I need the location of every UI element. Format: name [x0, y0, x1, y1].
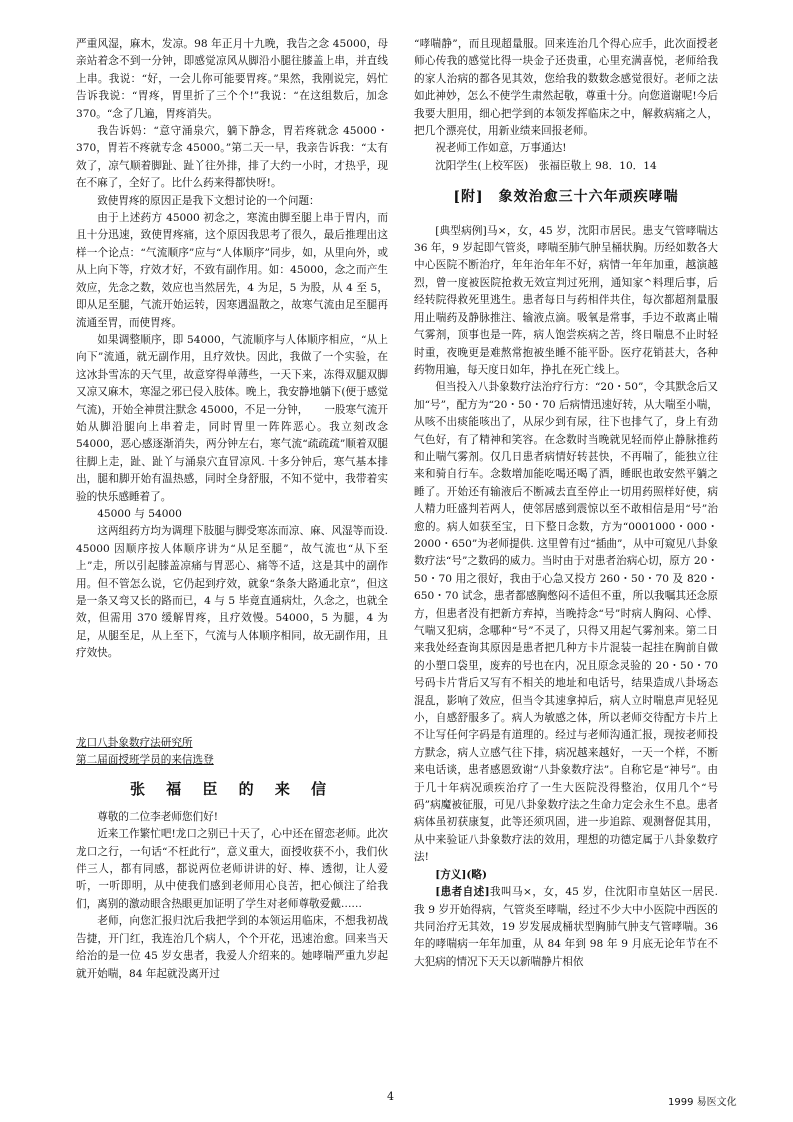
paragraph: 但当投入八卦象数疗法治疗行方：“20・50”，令其默念后又加“号”，配方为“20・50・70 后病情迅速好转，从大喘至小喘，从咳不出痰能咳出了，从尿少到有尿，往下也排气了，身上有劲气色好，有了精神和笑容。在念数时当晚就见轻而停止静脉推药和止喘气雾剂。仅几日患者病情好转甚快，不再喘了，能独立往来和骑自行车。念数增加能吃喝还喝了酒，睡眠也敢安然平躺之睡了。开始还有输液后不断减去直至停止一切用药照样好使，病人精力旺盛判若两人，使邻居感到震惊以至不敢相信是用“号”治愈的。病人如获至宝，日下整日念数，方为“0001000・000・2000・650”为老师提供. 这里曾有过“插曲”，从中可窥见八卦象数疗法“号”之数码的威力。当时由于对患者治病心切，原方 20・50・70 用之很好，我由于心急又投方 260・50・70 及 820・650・70 试念，患者都感胸憋闷不适但不重，所以我嘱其还念原方，但患者没有把新方弃掉，当晚持念“号”时病人胸闷、心悸、气喘又犯病，念哪种“号”不灵了，只得又用起气雾剂来。第二日来我处经查询其原因是患者把几种方卡片混装一起挂在胸前自做的小塑口袋里，废弃的号也在内，况且原念灵验的 20・50・70 号码卡片背后又写有不相关的地址和电话号，结果造成八卦场态混乱，影响了效应，但当令其速拿掉后，病人立时喘息声见轻见小，自感舒服多了。病人为敏感之体，所以老师交待配方卡片上不让写任何字码是有道理的。经过与老师沟通汇报，现按老师投方默念，病人立感气往下排，病况越来越好，一天一个样，不断来电话谈，患者感恩致谢“八卦象数疗法”。自称它是“神号”。由于几十年病况顽疾治疗了一生大医院没得整治，仅用几个“号码”病魔被征服，可见八卦象数疗法之生命力定会永生不息。患者病体虽初获康复，此等还须巩固，进一步追踪、观测督促其用，从中来验证八卦象数疗法的效用，理想的功德定属于八卦象数疗法! [414, 381, 718, 864]
patient-statement-text: 我叫马×，女，45 岁，住沈阳市皇姑区一居民. 我 9 岁开始得病，气管炎至哮喘，经过不少大中小医院中西医的共同治疗无其效，19 岁发展成桶状型胸肺气肿支气管哮喘。36 年的哮喘病一年年加重，从 84 年到 98 年 9 月底无论年节在不大犯病的情况下天天以新喘静片相依 [414, 886, 718, 968]
right-column [414, 36, 718, 971]
paragraph: 这两组药方均为调理下肢腿与脚受寒冻而凉、麻、风湿等而设. 45000 因顺序按人体顺序讲为“从足至腿”，故气流也“从下至上”走，所以引起膝盖凉痛与胃恶心、痛等不适，这是其中的副作用。但不管怎么说，它仍起到疗效，就象“条条大路通北京”，但这是一条又弯又长的路而已，4 与 5 毕竟直通病灶，久念之，也就全效，但需用 370 缓解胃疼，且疗效慢。54000，5 为腿，4 为足，从腿至足，从上至下，气流与人体顺序相同，故无副作用，且疗效快。 [76, 525, 388, 660]
page-number: 4 [387, 1090, 394, 1103]
subheading: 45000 与 54000 [97, 507, 182, 520]
footer-brand: 1999 易医文化 [668, 1097, 737, 1108]
paragraph: “哮喘静”，而且现超量服。回来连治几个得心应手，此次面授老师心传我的感觉比得一块金子还贵重，心里充满喜悦，老师给我的家人治病的都各见其效，您给我的数数念感觉很好。老师之法如此神妙，怎么不使学生肃然起敬，尊重十分。向您道谢呢!今后我要大胆用，细心把学到的本领发挥临床之中，解救病痛之人，把几个漂亮仗，用新业绩来回报老师。 [414, 38, 718, 138]
left-column [76, 36, 388, 983]
signature-line: 沈阳学生(上校军医) 张福臣敬上 98．10．14 [435, 159, 657, 172]
paragraph: 我告诉妈：“意守涌泉穴，躺下静念，胃若疼就念 45000・370，胃若不疼就专念 45000。”第二天一早，我亲告诉我：“太有效了，凉气顺着脚趾、趾丫往外排，排了大约一小时，才热乎，现在不麻了，全好了。比什么药来得都快呀!。 [76, 125, 388, 190]
case-paragraph: [典型病例]马×，女，45 岁，沈阳市居民。患支气管哮喘达 36 年，9 岁起即气管炎，哮喘至肺气肿呈桶状胸。历经如数各大中心医院不断治疗，年年治年年不好，病情一年年加重，越演越烈，曾一度被医院抢救无效宣判过死刑，通知家^料理后事，后经转院得救死里逃生。患者每日与药相伴共住，每次都超剂量服用止喘药及静脉推注、输液点滴。吸氧是常事，手边不敢离止喘气雾剂，顶事也是一阵，病人饱尝疾病之苦，终日喘息不止时轻时重，夜晚更是难熬常抱被坐睡不能平卧。医疗花销甚大，各种药物用遍，每天度日如年，挣扎在死亡线上。 [414, 224, 718, 376]
paragraph: 近来工作繁忙吧!龙口之别已十天了，心中还在留恋老师。此次龙口之行，一句话“不枉此行”，意义重大，面授收获不小，我们伙伴三人，都有同感，都说两位老师讲讲的好、棒、透彻，让人爱听，一听即明，从中使我们感到老师用心良苦，把心倾注了给我们，离别的激动眼含热眼更加证明了学生对老师尊敬爱戴…… [76, 828, 388, 910]
paragraph: 祝老师工作如意，万事通达! [435, 142, 567, 155]
paragraph: 如果调整顺序，即 54000，气流顺序与人体顺序相应，“从上向下”流通，就无副作用，且疗效快。因此，我做了一个实验，在这冰卦雪冻的天气里，故意穿得单薄些，一天下来，冻得双腿双脚又凉又麻木，寒湿之邪已侵入肢体。晚上，我安静地躺下(便于感觉气流)，开始全神贯注默念 45000，不足一分钟， 一股寒气流开始从脚沿腿向上串着走，同时胃里一阵阵恶心。我立刻改念 54000，恶心感逐渐消失，两分钟左右，寒气流“疏疏疏”顺着双腿往脚上走，趾、趾丫与涌泉穴直冒凉风. 十多分钟后，寒气基本排出，腿和脚开始有温热感，同时全身舒服，不知不觉中，我带着实验的快乐感睡着了。 [76, 333, 388, 503]
section-subtitle: 第二届面授班学员的来信选登 [76, 754, 214, 767]
method-note: [方义](略) [435, 868, 488, 881]
paragraph: 老师，向您汇报归沈后我把学到的本领运用临床，不想我初战告捷，开门红，我连治几个病人，个个开花，迅速治愈。回来当天给治的是一位 45 岁女患者，我爱人介绍来的。她哮喘严重九岁起就开始喘，84 年起就没离开过 [76, 915, 388, 980]
institute-name: 龙口八卦象数疗法研究所 [76, 736, 193, 749]
letter-title: 张 福 臣 的 来 信 [129, 780, 335, 799]
letter-greeting: 尊敬的二位李老师您们好! [97, 810, 218, 823]
patient-statement-label: [患者自述] [435, 886, 490, 899]
paragraph: 严重风湿，麻木，发凉。98 年正月十九晚，我告之念 45000，母亲站着念不到一分钟，即感觉凉风从脚沿小腿往膝盖上串，并直线上串。我说：“好，一会儿你可能要胃疼。”果然，我刚说完，妈忙告诉我说：“胃疼，胃里折了三个个!”我说：“在这组数后，加念 370。“念了几遍，胃疼消失。 [76, 38, 388, 120]
paragraph: 由于上述药方 45000 初念之，寒流由脚至腿上串于胃内，而且十分迅速，致使胃疼痛，这个原因我思考了很久，最后推理出这样一个论点：“气流顺序”应与“人体顺序”同步，如，从里向外，或从上向下等，疗效才好，不致有副作用。如：45000，念之而产生效应，先念之数，效应也当然居先，4 为足，5 为股，从 4 至 5，即从足至腿，气流开始运转，因寒遇温散之，故寒气流由足至腿再流通至胃，而使胃疼。 [76, 212, 388, 329]
paragraph: 致使胃疼的原因正是我下文想讨论的一个问题： [97, 194, 320, 207]
patient-statement [414, 884, 718, 971]
appendix-heading: [附] 象效治愈三十六年顽疾哮喘 [453, 189, 679, 206]
